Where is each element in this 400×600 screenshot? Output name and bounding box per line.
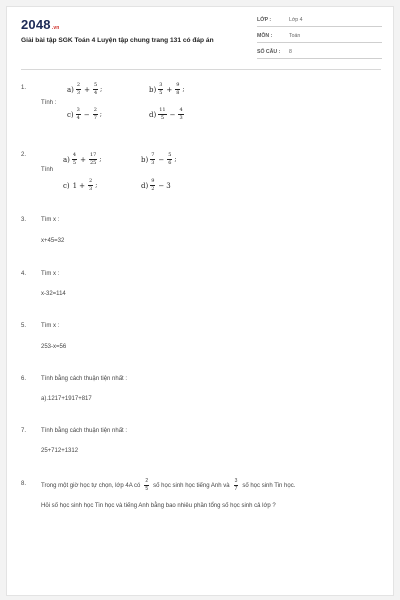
q1a-fraction-1 [76, 83, 81, 96]
meta-subject-row [257, 31, 382, 43]
worksheet-page [6, 6, 394, 596]
q2a-expression [63, 153, 101, 166]
q1a-f2-den: 4 [93, 90, 98, 96]
q2b-f1-den: 3 [151, 160, 155, 166]
q1d-f2-den: 3 [179, 115, 183, 121]
q1a-f1-den: 3 [76, 90, 81, 96]
q1c-separator: ; [99, 111, 102, 118]
q8-fraction-it [234, 479, 239, 492]
q1-label: Tính : [41, 100, 57, 106]
q8-line-1 [41, 479, 295, 492]
q4-expression: x-32=114 [41, 291, 66, 297]
meta-subject-label: MÔN : [257, 33, 273, 39]
q8-line-2: Hỏi số học sinh học Tin học và tiếng Anh bằng bao nhiêu phần tổng số học sinh cả lớp ? [41, 503, 276, 509]
q8-text-part-2: số học sinh học tiếng Anh và [153, 482, 230, 489]
q1b-fraction-2 [175, 83, 180, 96]
q2a-f2-num: 17 [89, 152, 97, 158]
q1b-expression [149, 83, 185, 96]
logo-text: 2048 [21, 17, 51, 32]
q2b-f2-num: 5 [168, 152, 172, 158]
q1d-f2-num: 4 [179, 107, 183, 113]
meta-count-label: SỐ CÂU : [257, 49, 281, 55]
meta-count-value: 8 [289, 49, 292, 55]
meta-class-label: LỚP : [257, 17, 272, 23]
q2b-operator: − [158, 155, 165, 164]
q1d-operator: − [169, 110, 176, 119]
meta-count-row [257, 47, 382, 59]
q3-number: 3. [21, 217, 27, 223]
q1a-label: a) [67, 85, 74, 94]
q2a-operator: + [80, 155, 86, 164]
q4-label: Tìm x : [41, 271, 60, 277]
q1c-f2-num: 2 [93, 107, 97, 113]
q3-label: Tìm x : [41, 217, 60, 223]
q5-expression: 253-x=56 [41, 344, 67, 350]
q2c-separator: ; [95, 182, 98, 189]
q1c-f1-den: 4 [76, 115, 80, 121]
q2d-label: d) [141, 181, 149, 190]
q1d-f1-num: 11 [159, 107, 166, 113]
q2a-f2-den: 25 [89, 160, 97, 166]
q1b-fraction-1 [158, 83, 163, 96]
q2b-fraction-1 [150, 153, 155, 166]
q6-label: Tính bằng cách thuận tiện nhất : [41, 376, 128, 382]
q8-frac2-den: 7 [234, 486, 238, 492]
q1b-separator: ; [182, 86, 185, 93]
q2a-fraction-2 [89, 153, 97, 166]
q1c-label: c) [67, 110, 74, 119]
q2b-fraction-2 [167, 153, 172, 166]
q2d-operator: − [158, 181, 165, 190]
q8-fraction-english [144, 479, 149, 492]
q1d-fraction-1 [158, 108, 166, 121]
q2a-f1-num: 4 [72, 152, 77, 158]
q1c-f2-den: 7 [93, 115, 97, 121]
q4-number: 4. [21, 271, 27, 277]
q1d-label: d) [149, 110, 157, 119]
q2d-whole: 3 [166, 181, 171, 190]
q2b-label: b) [141, 155, 149, 164]
q2c-f2-num: 2 [89, 178, 93, 184]
q1a-f2-num: 5 [93, 82, 98, 88]
q2a-separator: ; [99, 156, 102, 163]
q6-number: 6. [21, 376, 27, 382]
q1b-f2-den: 8 [176, 90, 180, 96]
q8-frac2-num: 3 [234, 478, 238, 484]
q2b-expression [141, 153, 177, 166]
q1c-fraction-1 [76, 108, 81, 121]
q8-text-part-3: số học sinh Tin học. [242, 482, 296, 489]
q2b-f1-num: 7 [151, 152, 155, 158]
q1c-operator: − [83, 110, 90, 119]
q1b-f1-num: 3 [159, 82, 163, 88]
meta-subject-value: Toán [289, 33, 301, 39]
meta-class-row [257, 15, 382, 27]
q2b-f2-den: 6 [168, 160, 172, 166]
q2c-whole: 1 [72, 181, 78, 190]
q2d-expression [141, 179, 171, 192]
q1c-expression [67, 108, 102, 121]
q2d-f1-num: 9 [151, 178, 155, 184]
q2c-expression [63, 179, 97, 192]
q5-number: 5. [21, 323, 27, 329]
q1b-f1-den: 5 [159, 90, 163, 96]
q1a-operator: + [84, 85, 90, 94]
q8-frac1-den: 5 [145, 486, 149, 492]
q3-expression: x+45=32 [41, 238, 65, 244]
q2b-separator: ; [174, 156, 177, 163]
q1c-fraction-2 [93, 108, 98, 121]
q2c-label: c) [63, 181, 70, 190]
q1-number: 1. [21, 85, 27, 91]
q1b-label: b) [149, 85, 157, 94]
q2a-fraction-1 [72, 153, 77, 166]
document-title: Giải bài tập SGK Toán 4 Luyện tập chung trang 131 có đáp án [21, 37, 214, 44]
q1a-f1-num: 2 [76, 82, 81, 88]
q8-text-part-1: Trong một giờ học tự chọn, lớp 4A có [41, 482, 141, 489]
header-divider [21, 69, 381, 70]
q1a-separator: ; [100, 86, 103, 93]
q7-number: 7. [21, 428, 27, 434]
q1d-f1-den: 5 [160, 115, 164, 121]
q2c-f2-den: 3 [89, 186, 93, 192]
q7-expression: 25+712+1312 [41, 448, 79, 454]
q1a-fraction-2 [93, 83, 98, 96]
q1d-fraction-2 [178, 108, 183, 121]
q6-expression: a).1217+1917+817 [41, 396, 92, 402]
q2d-f1-den: 2 [151, 186, 155, 192]
q1a-expression [67, 83, 102, 96]
q5-label: Tìm x : [41, 323, 60, 329]
q2c-operator: + [79, 181, 85, 190]
q2-label: Tính [41, 167, 54, 173]
q2a-label: a) [63, 155, 70, 164]
q1b-operator: + [166, 85, 173, 94]
q1b-f2-num: 9 [176, 82, 180, 88]
q8-frac1-num: 2 [145, 478, 149, 484]
q1d-expression [149, 108, 185, 121]
q1c-f1-num: 3 [76, 107, 80, 113]
site-logo[interactable] [21, 17, 60, 32]
q7-label: Tính bằng cách thuận tiện nhất : [41, 428, 128, 434]
meta-class-value: Lớp 4 [289, 17, 303, 23]
q2-number: 2. [21, 152, 27, 158]
q2c-fraction-2 [88, 179, 93, 192]
q2a-f1-den: 5 [72, 160, 77, 166]
q8-number: 8. [21, 481, 27, 487]
logo-suffix: .vn [51, 25, 60, 31]
q2d-fraction-1 [150, 179, 155, 192]
